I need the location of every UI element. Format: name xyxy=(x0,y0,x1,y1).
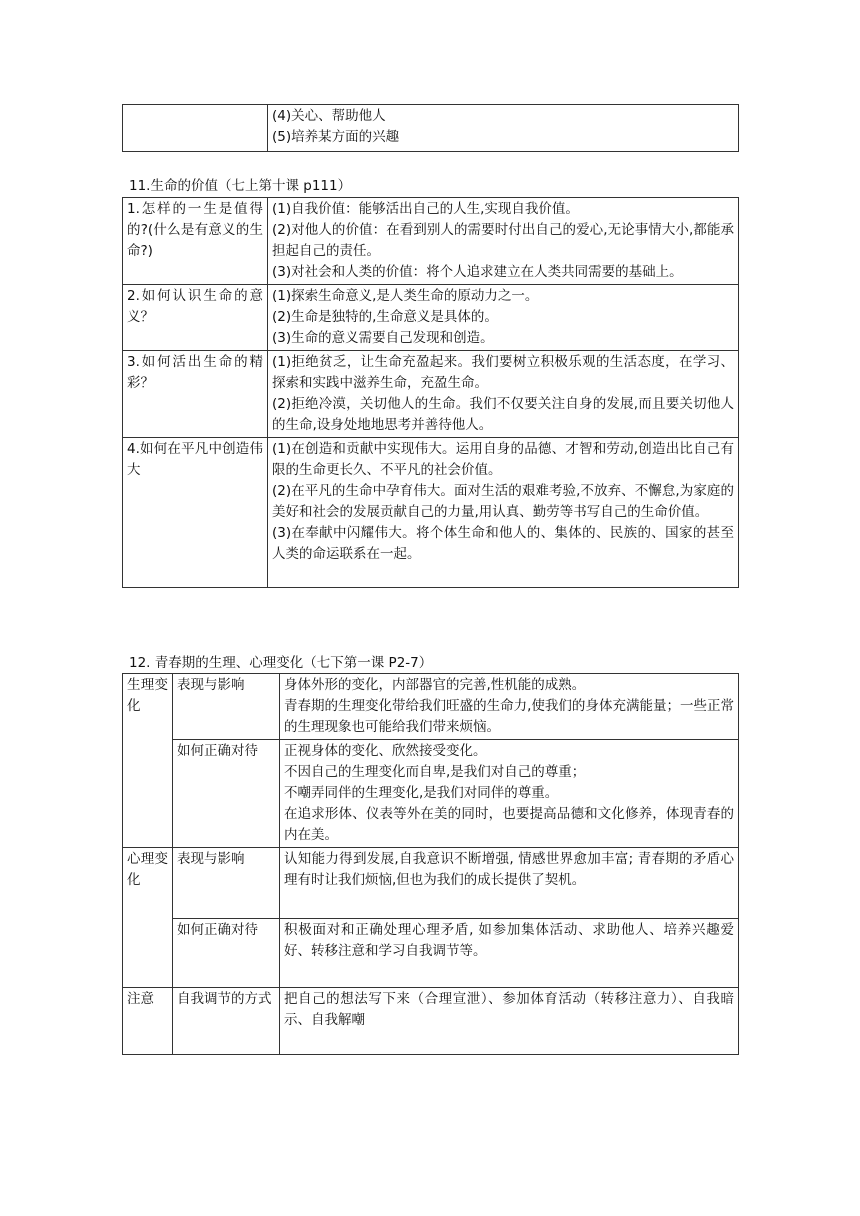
list-item: (5)培养某方面的兴趣 xyxy=(272,129,400,145)
list-item: (1)在创造和贡献中实现伟大。运用自身的品德、才智和劳动,创造出比自己有限的生命更长久、不平凡的社会价值。 xyxy=(272,441,734,478)
adolescence-table xyxy=(122,673,739,1055)
question-cell: 4.如何在平凡中创造伟大 xyxy=(123,438,268,588)
answer-cell xyxy=(268,285,739,351)
aspect-cell: 自我调节的方式 xyxy=(173,988,280,1055)
question-cell: 1.怎样的一生是值得的?(什么是有意义的生命?) xyxy=(123,198,268,285)
question-cell: 2.如何认识生命的意义？ xyxy=(123,285,268,351)
list-item: (1)探索生命意义,是人类生命的原动力之一。 xyxy=(272,288,539,304)
top-table xyxy=(122,104,739,152)
list-item: 认知能力得到发展,自我意识不断增强, 情感世界愈加丰富; 青春期的矛盾心理有时让我们烦恼,但也为我们的成长提供了契机。 xyxy=(284,851,734,888)
table-row xyxy=(123,674,739,740)
aspect-cell: 表现与影响 xyxy=(173,674,280,740)
list-item: 不因自己的生理变化而自卑,是我们对自己的尊重； xyxy=(284,764,586,780)
answer-cell xyxy=(268,198,739,285)
aspect-cell: 如何正确对待 xyxy=(173,919,280,988)
table-row xyxy=(123,919,739,988)
list-item: (2)生命是独特的,生命意义是具体的。 xyxy=(272,309,498,325)
table-row xyxy=(123,740,739,848)
table-row xyxy=(123,198,739,285)
list-item: (2)在平凡的生命中孕育伟大。面对生活的艰难考验,不放弃、不懈怠,为家庭的美好和社会的发展贡献自己的力量,用认真、勤劳等书写自己的生命价值。 xyxy=(272,483,734,520)
content-cell xyxy=(280,848,739,919)
table-row xyxy=(123,848,739,919)
list-item: (3)生命的意义需要自己发现和创造。 xyxy=(272,330,494,346)
section-12-title: 12. 青春期的生理、心理变化（七下第一课 P2-7） xyxy=(129,655,433,671)
list-item: (2)对他人的价值：在看到别人的需要时付出自己的爱心,无论事情大小,都能承担起自己的责任。 xyxy=(272,222,734,259)
content-cell: 把自己的想法写下来（合理宣泄）、参加体育活动（转移注意力）、自我暗示、自我解嘲 xyxy=(280,988,739,1055)
list-item: (1)拒绝贫乏，让生命充盈起来。我们要树立积极乐观的生活态度，在学习、探索和实践中滋养生命，充盈生命。 xyxy=(272,354,734,391)
content-cell xyxy=(280,740,739,848)
question-cell: 3.如何活出生命的精彩？ xyxy=(123,351,268,438)
table-row xyxy=(123,285,739,351)
category-cell: 心理变化 xyxy=(123,848,173,988)
list-item: 青春期的生理变化带给我们旺盛的生命力,使我们的身体充满能量；一些正常的生理现象也可能给我们带来烦恼。 xyxy=(284,698,734,735)
table-row xyxy=(123,351,739,438)
aspect-cell: 表现与影响 xyxy=(173,848,280,919)
content-cell xyxy=(280,919,739,988)
list-item: 在追求形体、仪表等外在美的同时，也要提高品德和文化修养，体现青春的内在美。 xyxy=(284,806,734,843)
list-item: (4)关心、帮助他人 xyxy=(272,108,386,124)
list-item: 正视身体的变化、欣然接受变化。 xyxy=(284,743,487,759)
aspect-cell: 如何正确对待 xyxy=(173,740,280,848)
table-row xyxy=(123,105,739,152)
list-item: (3)在奉献中闪耀伟大。将个体生命和他人的、集体的、民族的、国家的甚至人类的命运联系在一起。 xyxy=(272,525,734,562)
section-11-title: 11.生命的价值（七上第十课 p111） xyxy=(129,178,352,194)
table-row xyxy=(123,438,739,588)
list-item: (2)拒绝冷漠，关切他人的生命。我们不仅要关注自身的发展,而且要关切他人的生命,设身处地地思考并善待他人。 xyxy=(272,396,734,433)
list-item: 不嘲弄同伴的生理变化,是我们对同伴的尊重。 xyxy=(284,785,559,801)
answer-cell xyxy=(268,438,739,588)
answer-cell xyxy=(268,105,739,152)
category-cell: 注意 xyxy=(123,988,173,1055)
list-item: 积极面对和正确处理心理矛盾, 如参加集体活动、求助他人、培养兴趣爱好、转移注意和学习自我调节等。 xyxy=(284,922,734,959)
life-value-table xyxy=(122,197,739,588)
list-item: (3)对社会和人类的价值：将个人追求建立在人类共同需要的基础上。 xyxy=(272,264,683,280)
list-item: (1)自我价值：能够活出自己的人生,实现自我价值。 xyxy=(272,201,579,217)
list-item: 身体外形的变化，内部器官的完善,性机能的成熟。 xyxy=(284,677,586,693)
answer-cell xyxy=(268,351,739,438)
content-cell xyxy=(280,674,739,740)
table-row xyxy=(123,988,739,1055)
category-cell: 生理变化 xyxy=(123,674,173,848)
empty-cell xyxy=(123,105,268,152)
